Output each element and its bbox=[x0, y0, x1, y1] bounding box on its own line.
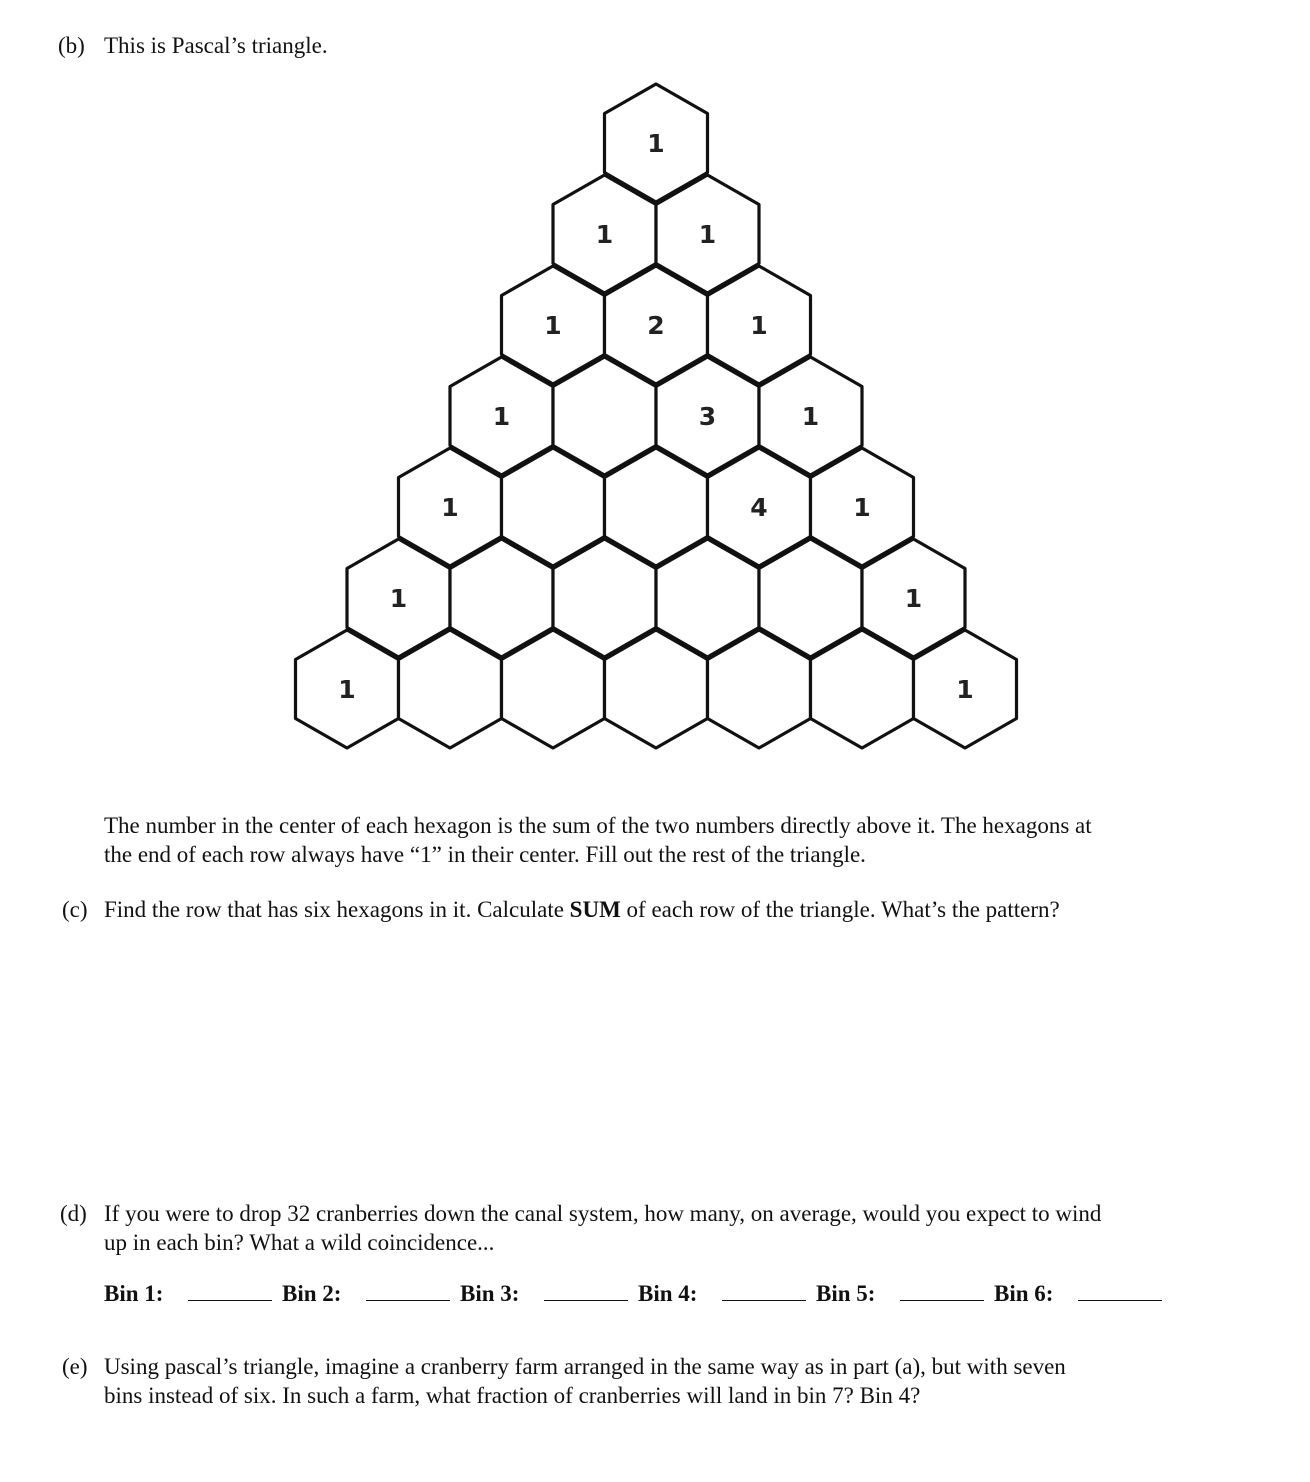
part-c-bold-word: SUM bbox=[569, 897, 621, 922]
hexagon-number: 1 bbox=[750, 311, 768, 340]
hexagon-number: 2 bbox=[647, 311, 665, 340]
bin-answer-row bbox=[104, 1279, 1204, 1309]
part-b-description-line1: The number in the center of each hexagon is the sum of the two numbers directly above it. The hexagons at bbox=[104, 813, 1092, 838]
part-c-question bbox=[104, 895, 1060, 924]
part-d-line1: If you were to drop 32 cranberries down the canal system, how many, on average, would you expect to wind bbox=[104, 1201, 1102, 1226]
hexagon-number: 4 bbox=[750, 493, 768, 522]
hexagon-number: 1 bbox=[441, 493, 459, 522]
hexagon-number: 1 bbox=[338, 675, 356, 704]
bin-3-answer-blank[interactable] bbox=[544, 1300, 628, 1301]
part-d-label: (d) bbox=[60, 1201, 87, 1226]
hexagon-number: 1 bbox=[698, 220, 717, 249]
hexagon-number: 1 bbox=[904, 584, 923, 613]
hexagon-number: 3 bbox=[698, 402, 717, 431]
hexagon-number: 1 bbox=[595, 220, 614, 249]
hexagon-number: 1 bbox=[853, 493, 871, 522]
bin-2-answer-blank[interactable] bbox=[366, 1300, 450, 1301]
bin-5-label: Bin 5: bbox=[816, 1281, 876, 1306]
part-e-line2: bins instead of six. In such a farm, what fraction of cranberries will land in bin 7? Bin 4? bbox=[104, 1383, 921, 1408]
bin-1-answer-blank[interactable] bbox=[188, 1300, 272, 1301]
bin-6-label: Bin 6: bbox=[994, 1281, 1054, 1306]
hexagon-number: 1 bbox=[492, 402, 511, 431]
bin-6-answer-blank[interactable] bbox=[1078, 1300, 1162, 1301]
hexagon-number: 1 bbox=[801, 402, 820, 431]
hexagon-number: 1 bbox=[647, 129, 665, 158]
hexagon-number: 1 bbox=[956, 675, 974, 704]
hexagon-number: 1 bbox=[544, 311, 562, 340]
bin-2-label: Bin 2: bbox=[282, 1281, 342, 1306]
bin-5-answer-blank[interactable] bbox=[900, 1300, 984, 1301]
part-c-text-before: Find the row that has six hexagons in it. Calculate bbox=[104, 897, 570, 922]
hexagon-number: 1 bbox=[389, 584, 408, 613]
bin-4-label: Bin 4: bbox=[638, 1281, 698, 1306]
part-b-heading: This is Pascal’s triangle. bbox=[104, 33, 328, 58]
part-b-description-line2: the end of each row always have “1” in their center. Fill out the rest of the triangle. bbox=[104, 842, 866, 867]
part-c-text-after: of each row of the triangle. What’s the pattern? bbox=[620, 897, 1060, 922]
part-e-line1: Using pascal’s triangle, imagine a cranberry farm arranged in the same way as in part (a), but with seven bbox=[104, 1354, 1066, 1379]
part-b-label: (b) bbox=[58, 33, 85, 58]
part-d-line2: up in each bin? What a wild coincidence... bbox=[104, 1230, 495, 1255]
bin-1-label: Bin 1: bbox=[104, 1281, 164, 1306]
bin-3-label: Bin 3: bbox=[460, 1281, 520, 1306]
part-e-label: (e) bbox=[62, 1354, 88, 1379]
bin-4-answer-blank[interactable] bbox=[722, 1300, 806, 1301]
part-c-label: (c) bbox=[62, 897, 88, 922]
